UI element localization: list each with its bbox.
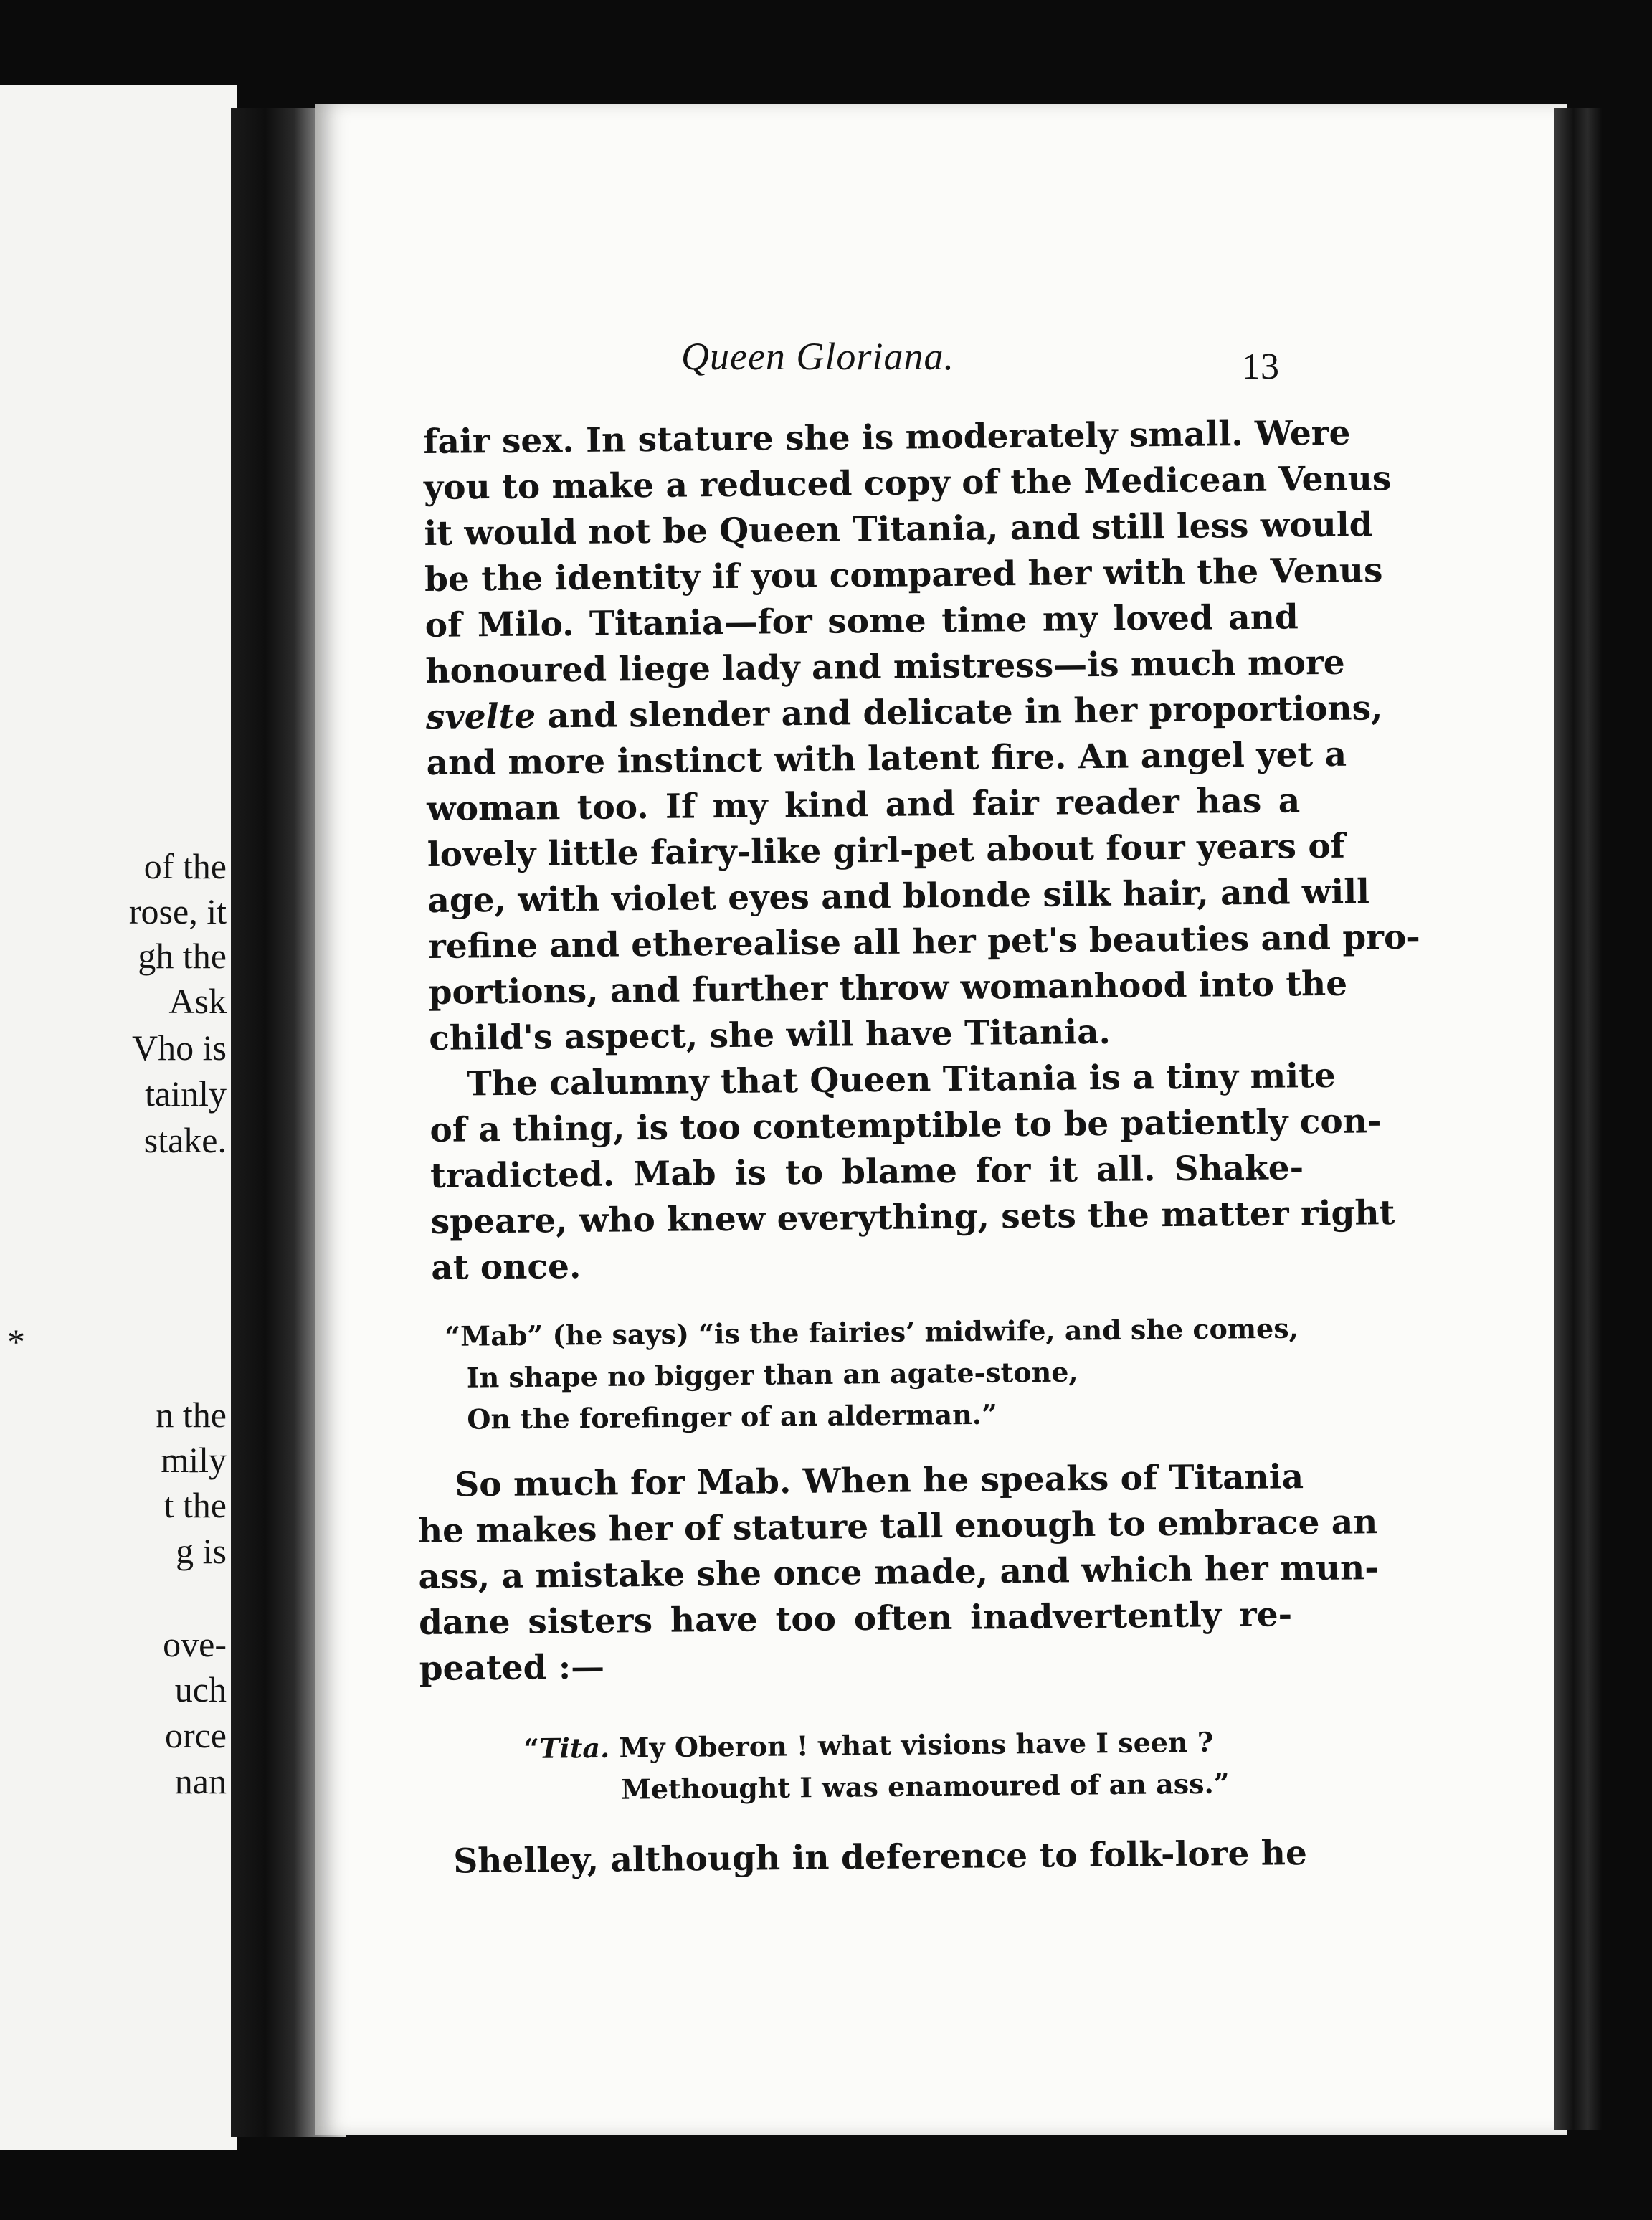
text-line: fair sex. In stature she is moderately small. Were — [423, 413, 1351, 462]
text-line: Shelley, although in deference to folk-lore he — [453, 1834, 1308, 1882]
verse-line: On the forefinger of an alderman.” — [467, 1398, 998, 1436]
text-line: peated :— — [419, 1647, 605, 1689]
verse-line: In shape no bigger than an agate-stone, — [466, 1355, 1078, 1394]
left-page-fragment: t the — [163, 1485, 227, 1525]
left-page-fragment: of the — [143, 846, 227, 886]
italic-word: svelte — [425, 696, 536, 737]
quotation-titania — [523, 1722, 1230, 1811]
text-line: refine and etherealise all her pet's beauties and pro- — [427, 917, 1421, 967]
left-page-asterisk: * — [7, 1322, 25, 1362]
page-edge — [1554, 108, 1602, 2130]
text-line: woman too. If my kind and fair reader has a — [426, 781, 1301, 829]
left-page-fragment: ove- — [163, 1624, 227, 1664]
text-line: you to make a reduced copy of the Medicean Venus — [423, 459, 1392, 508]
text-line: it would not be Queen Titania, and still less would — [424, 505, 1373, 554]
left-page-fragment: tainly — [145, 1073, 227, 1114]
text-line: age, with violet eyes and blonde silk hair, and will — [427, 872, 1370, 921]
text-line: and more instinct with latent fire. An angel yet a — [426, 734, 1347, 783]
page-number: 13 — [1242, 346, 1279, 387]
text-line: speare, who knew everything, sets the matter right — [430, 1193, 1395, 1242]
text-line: at once. — [431, 1246, 581, 1288]
text-line: be the identity if you compared her with the Venus — [424, 551, 1383, 599]
left-page-fragment: Ask — [168, 981, 227, 1021]
text-line: tradicted. Mab is to blame for it all. Shake- — [429, 1148, 1304, 1196]
text-line — [425, 686, 1383, 741]
body-text-final — [416, 1831, 1308, 1885]
left-page-fragment: rose, it — [128, 891, 227, 931]
text-line: of a thing, is too contemptible to be patiently con- — [429, 1101, 1382, 1150]
text-line: So much for Mab. When he speaks of Titania — [455, 1457, 1304, 1505]
left-page-fragment: Vho is — [132, 1028, 227, 1068]
left-page-fragment: n the — [156, 1395, 227, 1435]
left-page-fragment: uch — [174, 1669, 227, 1709]
verse-line: “Mab” (he says) “is the fairies’ midwife, and she comes, — [445, 1311, 1299, 1352]
left-page-fragment: g is — [176, 1531, 227, 1571]
text-line: portions, and further throw womanhood into the — [428, 964, 1348, 1012]
left-page-fragment: mily — [161, 1440, 227, 1480]
verse-line — [523, 1722, 1229, 1770]
body-text — [423, 411, 1421, 1291]
left-page-fragment: gh the — [138, 936, 227, 976]
text-line: child's aspect, she will have Titania. — [429, 1012, 1111, 1058]
text-line: ass, a mistake she once made, and which her mun- — [418, 1548, 1379, 1597]
body-text-continued — [417, 1454, 1379, 1692]
verse-line: Methought I was enamoured of an ass.” — [620, 1767, 1230, 1806]
text-line: lovely little fairy-like girl-pet about four years of — [427, 826, 1346, 875]
left-facing-page — [0, 85, 237, 2150]
quotation-mab — [445, 1308, 1299, 1441]
running-head: Queen Gloriana. — [681, 335, 954, 378]
left-page-fragment: orce — [164, 1715, 227, 1755]
verse-fragment: My Oberon ! what visions have I seen ? — [619, 1725, 1214, 1764]
open-quote: “ — [523, 1732, 540, 1765]
left-page-fragment: stake. — [143, 1120, 227, 1160]
text-line: dane sisters have too often inadvertently re- — [418, 1595, 1293, 1643]
text-line: honoured liege lady and mistress—is much more — [425, 642, 1345, 691]
text-fragment: and slender and delicate in her proportions, — [547, 688, 1383, 736]
speaker-name: Tita. — [538, 1731, 610, 1765]
text-line: of Milo. Titania—for some time my loved and — [424, 597, 1299, 645]
text-line: he makes her of stature tall enough to embrace an — [417, 1502, 1378, 1551]
left-page-fragment: nan — [174, 1761, 227, 1801]
text-line: The calumny that Queen Titania is a tiny mite — [466, 1056, 1336, 1104]
